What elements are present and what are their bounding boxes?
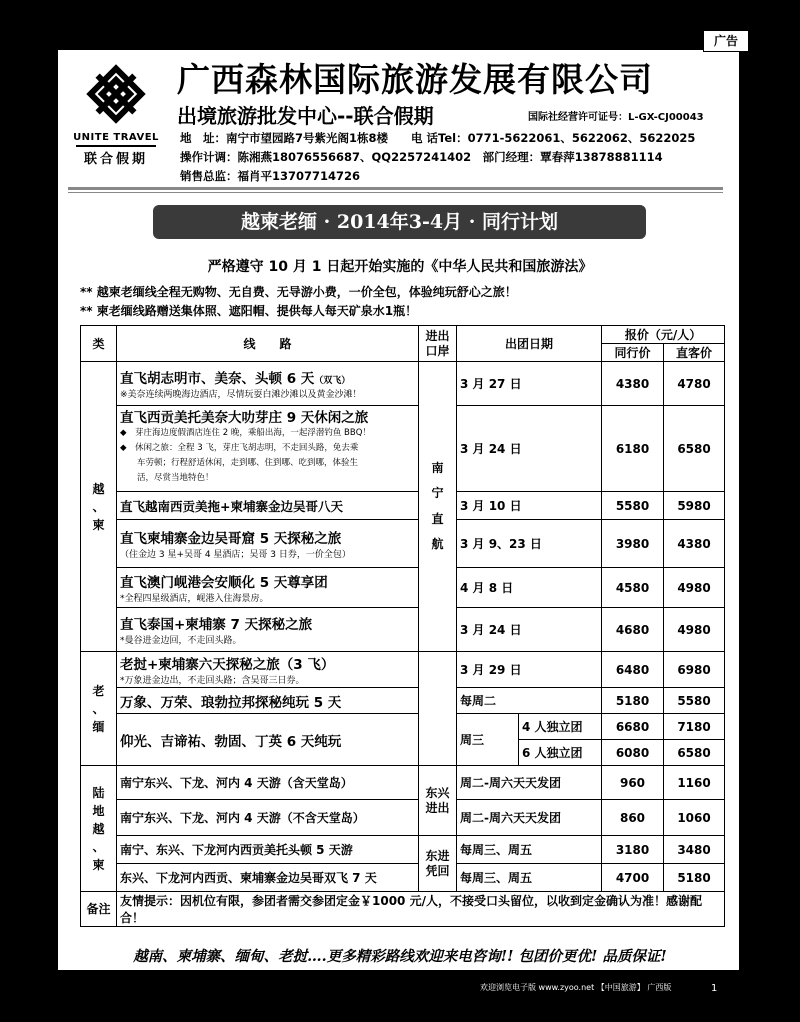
port-dongjin: 东进 凭回	[419, 836, 457, 892]
route-cell	[117, 608, 419, 652]
table-row	[81, 688, 725, 714]
trade-price: 5180	[602, 688, 664, 714]
itinerary-table	[80, 325, 725, 927]
address-line: 地 址：南宁市望园路7号紫光阁1栋8楼 电 话Tel：0771-5622061、5622062、5622025	[180, 131, 696, 145]
header-category: 类	[81, 326, 117, 362]
route-desc: *曼谷进金边回，不走回头路。	[120, 636, 242, 646]
route-tag: （双飞）	[314, 376, 351, 386]
date-cell: 3 月 10 日	[457, 492, 602, 520]
company-name: 广西森林国际旅游发展有限公司	[177, 60, 653, 99]
direct-price: 4980	[664, 568, 725, 608]
direct-price: 7180	[664, 714, 725, 740]
direct-price: 5180	[664, 864, 725, 892]
table-row	[81, 714, 725, 740]
trade-price: 3980	[602, 520, 664, 568]
header-port: 进出 口岸	[419, 326, 457, 362]
remark-row	[81, 892, 725, 927]
route-title: 直飞胡志明市、美奈、头顿 6 天	[120, 371, 315, 387]
bottom-publication: 欢迎浏览电子版 www.zyoo.net 【中国旅游】 广西版	[480, 983, 672, 992]
route-title: 老挝+柬埔寨六天探秘之旅（3 飞）	[120, 657, 335, 673]
planner-line: 操作计调：陈湘燕18076556687、QQ2257241402 部门经理：覃春萍13878881114	[180, 150, 663, 164]
direct-price: 4380	[664, 520, 725, 568]
date-cell: 3 月 27 日	[457, 362, 602, 406]
route-desc: （住金边 3 星+吴哥 4 星酒店；吴哥 3 日券，一价全包）	[120, 550, 351, 560]
trade-price: 4380	[602, 362, 664, 406]
route-bullet: 车劳顿；行程舒适休闲，走到哪、住到哪、吃到哪，体验生	[120, 458, 359, 468]
route-title: 南宁东兴、下龙、河内 4 天游（含天堂岛）	[120, 776, 353, 790]
table-row	[81, 362, 725, 406]
route-title: 仰光、吉谛祐、勃固、丁英 6 天纯玩	[120, 733, 342, 750]
trade-price: 4580	[602, 568, 664, 608]
direct-price: 1160	[664, 766, 725, 800]
date-cell: 3 月 24 日	[457, 406, 602, 492]
route-title: 直飞越南西贡美拖+柬埔寨金边吴哥八天	[120, 498, 343, 514]
group-size-label: 6 人独立团	[519, 740, 602, 766]
route-bullet: ◆ 芽庄海边度假酒店连住 2 晚，乘船出海，一起浮潜钓鱼 BBQ！	[120, 428, 371, 438]
table-row	[81, 652, 725, 688]
trade-price: 6480	[602, 652, 664, 688]
route-desc: ※美奈连续两晚海边酒店，尽情玩耍白滩沙滩以及黄金沙滩！	[120, 390, 362, 400]
route-title: 直飞柬埔寨金边吴哥窟 5 天探秘之旅	[120, 531, 342, 547]
date-cell: 每周三、周五	[457, 836, 602, 864]
route-title: 南宁东兴、下龙、河内 4 天游（不含天堂岛）	[120, 811, 365, 825]
route-cell	[117, 688, 419, 714]
remark-label: 备注	[81, 892, 117, 927]
route-title: 南宁、东兴、下龙河内西贡美托头顿 5 天游	[120, 843, 353, 857]
date-cell: 3 月 24 日	[457, 608, 602, 652]
footer-slogan: 越南、柬埔寨、缅甸、老挝….更多精彩路线欢迎来电咨询!! 包团价更优! 品质保证!	[133, 948, 667, 965]
route-cell	[117, 362, 419, 406]
date-cell: 3 月 9、23 日	[457, 520, 602, 568]
category-yue-jian: 越 、 柬	[81, 362, 117, 652]
route-cell	[117, 568, 419, 608]
company-logo	[68, 58, 164, 183]
date-cell: 4 月 8 日	[457, 568, 602, 608]
direct-price: 6580	[664, 406, 725, 492]
route-cell	[117, 800, 419, 836]
note-no-shopping: ** 越柬老缅线全程无购物、无自费、无导游小费，一价全包，体验纯玩舒心之旅！	[80, 285, 517, 299]
route-cell	[117, 766, 419, 800]
category-lao-mian: 老 、 缅	[81, 652, 117, 766]
date-cell: 3 月 29 日	[457, 652, 602, 688]
page-number: 1	[711, 983, 718, 994]
header-date: 出团日期	[457, 326, 602, 362]
route-bullet: ◆ 休闲之旅：全程 3 飞，芽庄飞胡志明，不走回头路，免去乘	[120, 443, 359, 453]
direct-price: 6580	[664, 740, 725, 766]
route-cell	[117, 864, 419, 892]
direct-price: 4780	[664, 362, 725, 406]
table-row	[81, 406, 725, 492]
company-subtitle: 出境旅游批发中心--联合假期	[177, 104, 434, 128]
date-cell: 每周三、周五	[457, 864, 602, 892]
table-row	[81, 568, 725, 608]
table-row	[81, 492, 725, 520]
route-cell	[117, 492, 419, 520]
header-trade-price: 同行价	[602, 344, 664, 362]
route-bullet: 活，尽赏当地特色！	[120, 473, 214, 483]
route-cell	[117, 714, 419, 766]
route-title: 直飞泰国+柬埔寨 7 天探秘之旅	[120, 617, 313, 633]
table-row	[81, 608, 725, 652]
header-divider-thin	[68, 192, 723, 193]
trade-price: 3180	[602, 836, 664, 864]
table-row	[81, 864, 725, 892]
route-desc: *全程四星级酒店，岘港入住海景房。	[120, 594, 269, 604]
table-row	[81, 520, 725, 568]
route-cell	[117, 406, 419, 492]
date-cell: 周二-周六天天发团	[457, 800, 602, 836]
group-size-label: 4 人独立团	[519, 714, 602, 740]
route-title: 东兴、下龙河内西贡、柬埔寨金边吴哥双飞 7 天	[120, 871, 377, 885]
table-row	[81, 800, 725, 836]
table-row	[81, 766, 725, 800]
port-nanning: 南 宁 直 航	[419, 362, 457, 652]
law-notice: 严格遵守 10 月 1 日起开始实施的《中华人民共和国旅游法》	[207, 259, 593, 275]
trade-price: 960	[602, 766, 664, 800]
logo-chinese: 联合假期	[76, 145, 156, 167]
sales-line: 销售总监：福肖平13707714726	[180, 169, 361, 183]
trade-price: 5580	[602, 492, 664, 520]
date-cell: 周三	[457, 714, 519, 766]
port-dongxing: 东兴 进出	[419, 766, 457, 836]
table-row	[81, 836, 725, 864]
direct-price: 6980	[664, 652, 725, 688]
trade-price: 860	[602, 800, 664, 836]
route-title: 万象、万荣、琅勃拉邦探秘纯玩 5 天	[120, 694, 342, 711]
header-price: 报价（元/人）	[602, 326, 725, 344]
route-cell	[117, 520, 419, 568]
trade-price: 4700	[602, 864, 664, 892]
logo-english: UNITE TRAVEL	[73, 132, 159, 143]
date-cell: 每周二	[457, 688, 602, 714]
route-title: 直飞澳门岘港会安顺化 5 天尊享团	[120, 575, 328, 591]
license-number: 国际社经营许可证号：L-GX-CJ00043	[528, 112, 704, 123]
trade-price: 6180	[602, 406, 664, 492]
remark-text: 友情提示：因机位有限，参团者需交参团定金￥1000 元/人，不接受口头留位，以收到定金确认为准！感谢配合！	[117, 892, 725, 927]
route-cell	[117, 836, 419, 864]
header-route: 线 路	[117, 326, 419, 362]
trade-price: 4680	[602, 608, 664, 652]
header-direct-price: 直客价	[664, 344, 725, 362]
direct-price: 5580	[664, 688, 725, 714]
route-cell	[117, 652, 419, 688]
trade-price: 6680	[602, 714, 664, 740]
direct-price: 3480	[664, 836, 725, 864]
category-land: 陆 地 越 、 柬	[81, 766, 117, 892]
date-cell: 周二-周六天天发团	[457, 766, 602, 800]
table-header-row	[81, 326, 725, 344]
direct-price: 4980	[664, 608, 725, 652]
direct-price: 1060	[664, 800, 725, 836]
ad-label: 广告	[703, 30, 749, 52]
plan-banner: 越柬老缅 · 2014年3-4月 · 同行计划	[153, 205, 646, 239]
endless-knot-icon	[80, 58, 152, 130]
direct-price: 5980	[664, 492, 725, 520]
route-title: 直飞西贡美托美奈大叻芽庄 9 天休闲之旅	[120, 410, 369, 426]
route-desc: *万象进金边出，不走回头路；含吴哥三日券。	[120, 676, 305, 686]
header-divider	[68, 187, 723, 190]
port-empty	[419, 652, 457, 766]
note-gifts: ** 柬老缅线路赠送集体照、遮阳帽、提供每人每天矿泉水1瓶！	[80, 304, 418, 318]
trade-price: 6080	[602, 740, 664, 766]
